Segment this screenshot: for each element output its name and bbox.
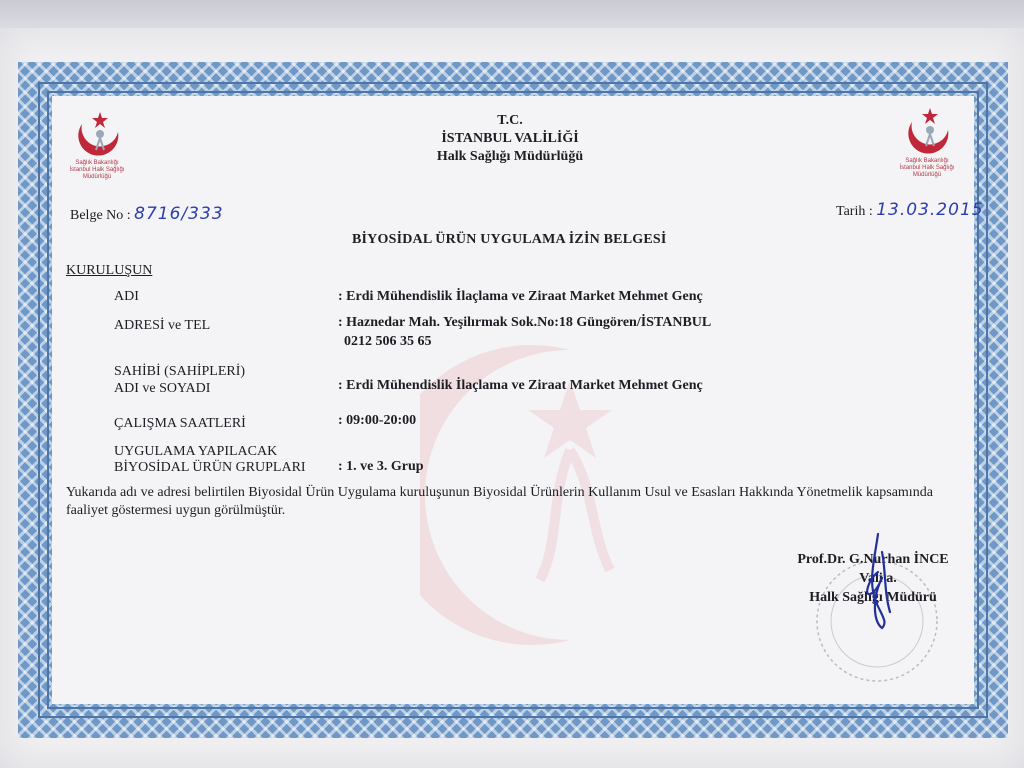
issue-date [836,200,984,220]
handwritten-signature-icon [848,532,908,632]
document-number-value: 8716/333 [134,204,224,224]
crescent-star-icon [898,106,968,158]
field-label-urun-gruplari: BİYOSİDAL ÜRÜN GRUPLARI [114,460,306,475]
field-value-adi: : Erdi Mühendislik İlaçlama ve Ziraat Market Mehmet Genç [338,289,703,304]
crescent-star-icon [62,108,132,160]
section-heading: KURULUŞUN [66,263,153,278]
header-line-tc: T.C. [497,113,523,128]
field-label-uygulama: UYGULAMA YAPILACAK [114,444,278,459]
logo-caption [62,160,132,181]
issue-date-label: Tarih : [836,204,873,219]
field-value-urun-gruplari: : 1. ve 3. Grup [338,459,424,474]
field-value-adres: : Haznedar Mah. Yeşilırmak Sok.No:18 Güngören/İSTANBUL [338,315,712,330]
field-label-adres: ADRESİ ve TEL [114,318,211,333]
header-line-valilik: İSTANBUL VALİLİĞİ [441,131,579,146]
logo-caption [892,158,962,179]
logo-caption-line2: İstanbul Halk Sağlığı [69,167,125,173]
field-value-tel: 0212 506 35 65 [344,334,432,349]
logo-caption-line3: Müdürlüğü [82,174,112,180]
signatory-role-vali: Vali a. [859,571,897,586]
ministry-logo-left [62,108,132,198]
document-number [70,204,224,224]
institution-header [350,112,670,166]
field-label-adi: ADI [114,289,139,304]
document-number-label: Belge No : [70,208,131,223]
field-value-sahibi: : Erdi Mühendislik İlaçlama ve Ziraat Market Mehmet Genç [338,378,703,393]
logo-caption-line1: Sağlık Bakanlığı [905,158,949,164]
logo-caption-line3: Müdürlüğü [912,172,942,178]
issue-date-value: 13.03.2015 [876,200,984,220]
ministry-logo-right [898,106,968,196]
logo-caption-line1: Sağlık Bakanlığı [75,160,119,166]
signatory-name: Prof.Dr. G.Nurhan İNCE [797,552,949,567]
field-label-adi-soyadi: ADI ve SOYADI [114,381,211,396]
approval-statement: Yukarıda adı ve adresi belirtilen Biyosidal Ürün Uygulama kuruluşunun Biyosidal Ürünlerin Kullanım Usul ve Esasları Hakkında Yönetmelik kapsamında faaliyet göstermesi uygun görülmüştür. [66,485,933,518]
header-line-mudurluk: Halk Sağlığı Müdürlüğü [436,149,584,164]
signatory-role-mudur: Halk Sağlığı Müdürü [809,590,937,605]
field-label-calisma-saatleri: ÇALIŞMA SAATLERİ [114,416,246,431]
field-label-sahibi: SAHİBİ (SAHİPLERİ) [114,364,246,379]
logo-caption-line2: İstanbul Halk Sağlığı [899,165,955,171]
field-value-calisma-saatleri: : 09:00-20:00 [338,413,417,428]
certificate-title: BİYOSİDAL ÜRÜN UYGULAMA İZİN BELGESİ [352,232,667,247]
